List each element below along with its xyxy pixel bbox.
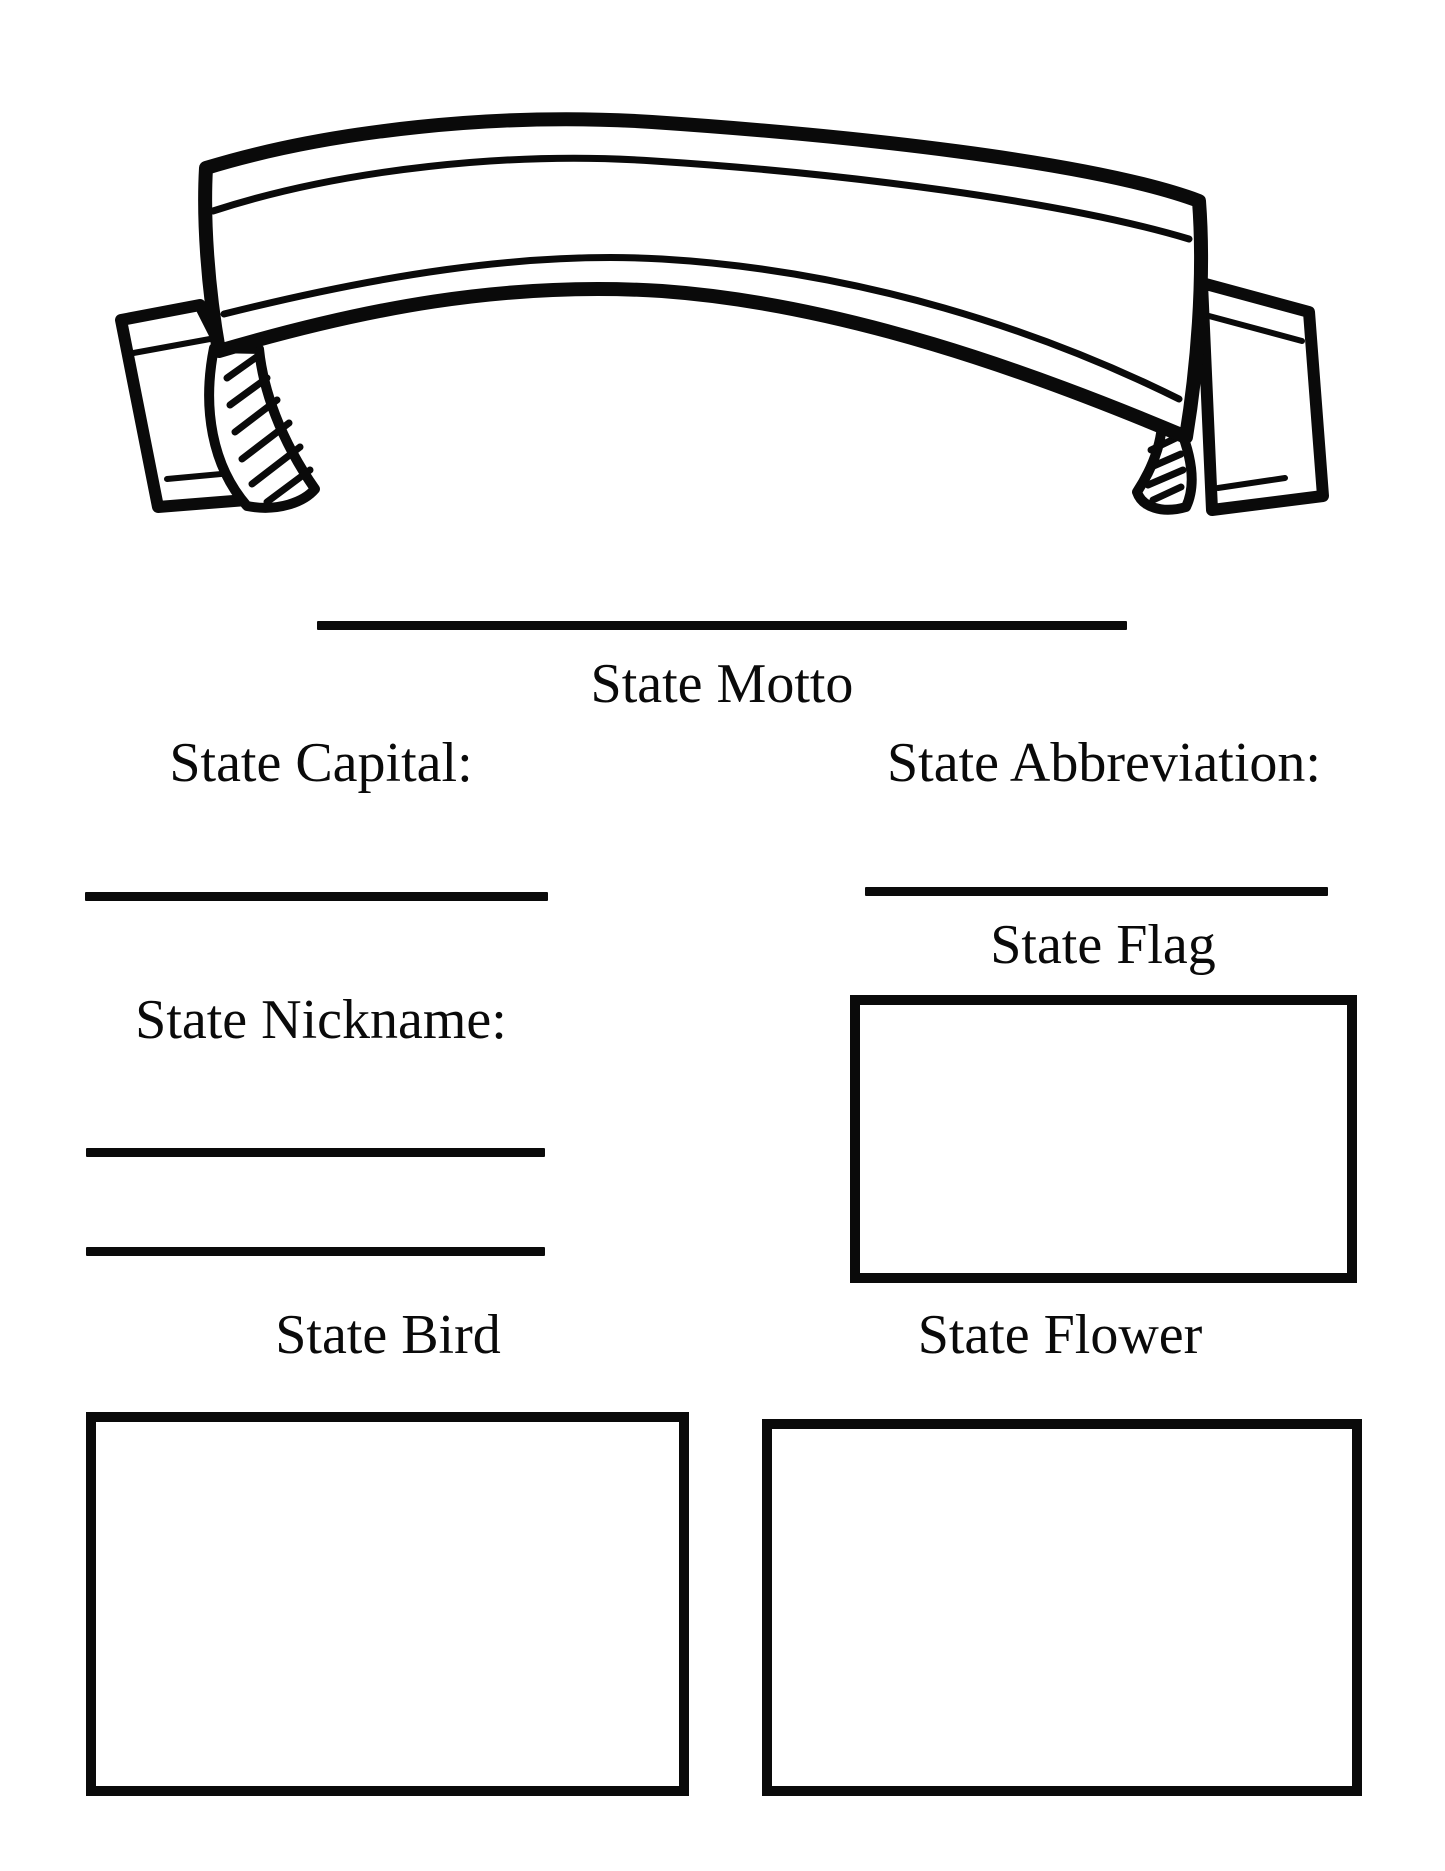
- state-motto-input-line[interactable]: [317, 621, 1127, 630]
- state-motto-label: State Motto: [590, 653, 854, 715]
- state-nickname-label: State Nickname:: [135, 989, 507, 1051]
- state-nickname-input-line-1[interactable]: [86, 1148, 545, 1157]
- state-abbreviation-input-line[interactable]: [865, 887, 1328, 896]
- state-bird-label: State Bird: [275, 1304, 501, 1366]
- state-bird-box[interactable]: [86, 1412, 689, 1796]
- state-capital-label: State Capital:: [169, 732, 473, 794]
- state-flag-label: State Flag: [990, 914, 1216, 976]
- state-capital-input-line[interactable]: [85, 892, 548, 901]
- state-flower-label: State Flower: [917, 1304, 1203, 1366]
- state-nickname-input-line-2[interactable]: [86, 1247, 545, 1256]
- state-flag-box[interactable]: [850, 995, 1357, 1283]
- state-flower-box[interactable]: [762, 1419, 1362, 1796]
- ribbon-banner-icon: [100, 108, 1345, 520]
- state-abbreviation-label: State Abbreviation:: [887, 732, 1321, 794]
